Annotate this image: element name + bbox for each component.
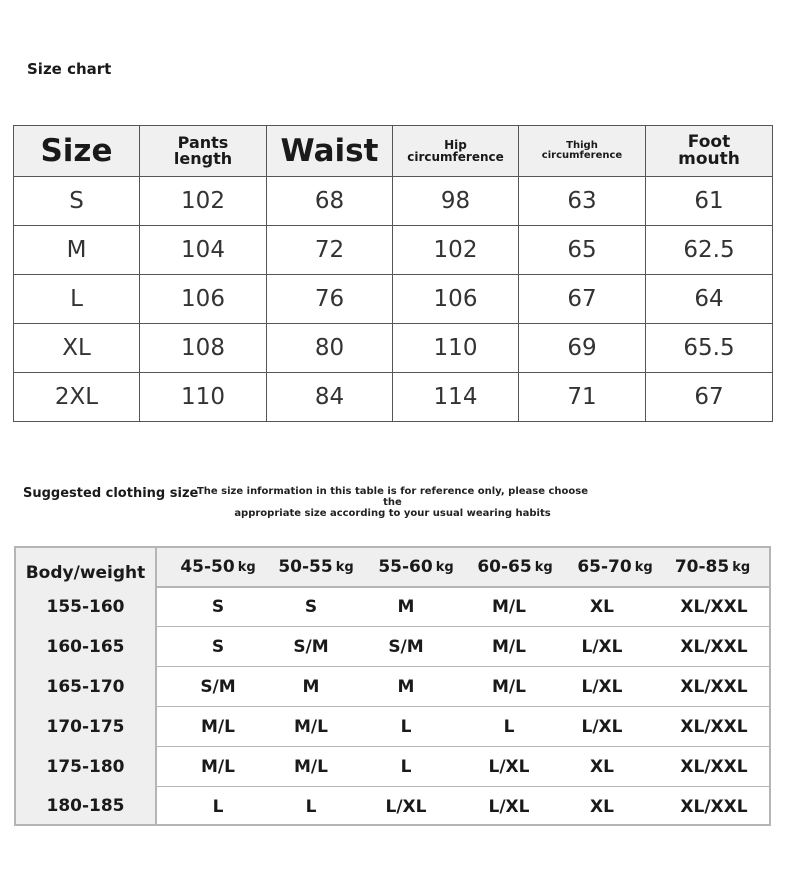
foot-mouth-cell: 67 (646, 373, 773, 422)
waist-cell: 80 (267, 324, 393, 373)
weight-range: 50-55 (278, 557, 333, 577)
size-suggestion: XL/XXL (680, 597, 748, 617)
size-suggestion: S (211, 597, 225, 617)
waist-cell: 72 (267, 226, 393, 275)
size-suggestion: L/XL (581, 717, 623, 737)
size-cell: S (14, 177, 140, 226)
height-range: 160-165 (46, 637, 125, 657)
header-pants-length: Pants length (140, 126, 267, 177)
size-cell: 2XL (14, 373, 140, 422)
height-range: 175-180 (46, 757, 125, 777)
size-cell: L (14, 275, 140, 324)
weight-range: 65-70 (577, 557, 632, 577)
size-suggestion: L (212, 797, 224, 817)
size-suggestion: XL/XXL (680, 797, 748, 817)
size-suggestion: L (400, 757, 412, 777)
height-range: 170-175 (46, 717, 125, 737)
size-chart-header-row (14, 126, 773, 177)
hip-cell: 110 (393, 324, 519, 373)
suggested-size-note (195, 486, 590, 519)
foot-mouth-cell: 62.5 (646, 226, 773, 275)
suggested-size-table (14, 546, 771, 826)
table-row (14, 373, 773, 422)
weight-unit: kg (634, 559, 653, 575)
thigh-cell: 67 (519, 275, 646, 324)
weight-unit: kg (732, 559, 751, 575)
thigh-cell: 65 (519, 226, 646, 275)
pants-length-cell: 110 (140, 373, 267, 422)
row-divider (155, 706, 771, 707)
foot-mouth-cell: 64 (646, 275, 773, 324)
pants-length-cell: 102 (140, 177, 267, 226)
height-range: 155-160 (46, 597, 125, 617)
header-size: Size (14, 126, 140, 177)
size-suggestion: S (211, 637, 225, 657)
waist-cell: 76 (267, 275, 393, 324)
weight-range: 55-60 (378, 557, 433, 577)
row-divider (155, 786, 771, 787)
size-cell: XL (14, 324, 140, 373)
size-suggestion: L (400, 717, 412, 737)
size-cell: M (14, 226, 140, 275)
size-suggestion: M/L (201, 717, 235, 737)
size-suggestion: XL/XXL (680, 637, 748, 657)
note-line-2: appropriate size according to your usual wearing habits (234, 508, 551, 519)
thigh-cell: 71 (519, 373, 646, 422)
weight-header (656, 548, 769, 586)
weight-unit: kg (237, 559, 256, 575)
height-range: 180-185 (46, 796, 125, 816)
table-row (14, 177, 773, 226)
thigh-cell: 63 (519, 177, 646, 226)
hip-cell: 102 (393, 226, 519, 275)
waist-cell: 68 (267, 177, 393, 226)
size-suggestion: L (305, 797, 317, 817)
size-suggestion: L/XL (385, 797, 427, 817)
size-suggestion: XL/XXL (680, 757, 748, 777)
pants-length-cell: 106 (140, 275, 267, 324)
weight-range: 70-85 (674, 557, 730, 577)
foot-mouth-cell: 65.5 (646, 324, 773, 373)
pants-length-cell: 104 (140, 226, 267, 275)
thigh-cell: 69 (519, 324, 646, 373)
header-foot-mouth: Foot mouth (646, 126, 773, 177)
size-suggestion: S/M (388, 637, 424, 657)
size-suggestion: S/M (200, 677, 236, 697)
note-line-1: The size information in this table is for reference only, please choose the (196, 486, 589, 508)
foot-mouth-cell: 61 (646, 177, 773, 226)
size-suggestion: XL/XXL (680, 717, 748, 737)
size-chart-title: Size chart (27, 60, 112, 78)
table-row (14, 226, 773, 275)
weight-unit: kg (335, 559, 354, 575)
height-range: 165-170 (46, 677, 125, 697)
body-weight-label: Body/weight (25, 563, 146, 583)
size-suggestion: XL (590, 757, 614, 777)
size-suggestion: M/L (492, 677, 526, 697)
size-suggestion: L/XL (488, 797, 530, 817)
size-suggestion: S (304, 597, 318, 617)
size-suggestion: M (397, 677, 415, 697)
row-divider (155, 666, 771, 667)
size-suggestion: M/L (294, 757, 328, 777)
waist-cell: 84 (267, 373, 393, 422)
row-divider (155, 746, 771, 747)
table-row (14, 275, 773, 324)
size-suggestion: L/XL (581, 677, 623, 697)
size-suggestion: M/L (492, 637, 526, 657)
size-suggestion: S/M (293, 637, 329, 657)
size-suggestion: XL/XXL (680, 677, 748, 697)
weight-range: 45-50 (180, 557, 235, 577)
table-row (14, 324, 773, 373)
size-chart-table (13, 125, 773, 422)
size-suggestion: L/XL (581, 637, 623, 657)
hip-cell: 98 (393, 177, 519, 226)
row-divider (155, 626, 771, 627)
size-suggestion: M (397, 597, 415, 617)
pants-length-cell: 108 (140, 324, 267, 373)
size-suggestion: L (503, 717, 515, 737)
header-thigh-circumference: Thigh circumference (519, 126, 646, 177)
size-suggestion: M/L (201, 757, 235, 777)
size-suggestion: L/XL (488, 757, 530, 777)
hip-cell: 106 (393, 275, 519, 324)
header-hip-circumference: Hip circumference (393, 126, 519, 177)
weight-unit: kg (435, 559, 454, 575)
size-suggestion: M/L (294, 717, 328, 737)
size-suggestion: XL (590, 597, 614, 617)
size-suggestion: XL (590, 797, 614, 817)
weight-range: 60-65 (477, 557, 532, 577)
weight-unit: kg (534, 559, 553, 575)
hip-cell: 114 (393, 373, 519, 422)
size-suggestion: M (302, 677, 320, 697)
suggested-size-title: Suggested clothing size (23, 486, 199, 501)
size-suggestion: M/L (492, 597, 526, 617)
header-waist: Waist (267, 126, 393, 177)
